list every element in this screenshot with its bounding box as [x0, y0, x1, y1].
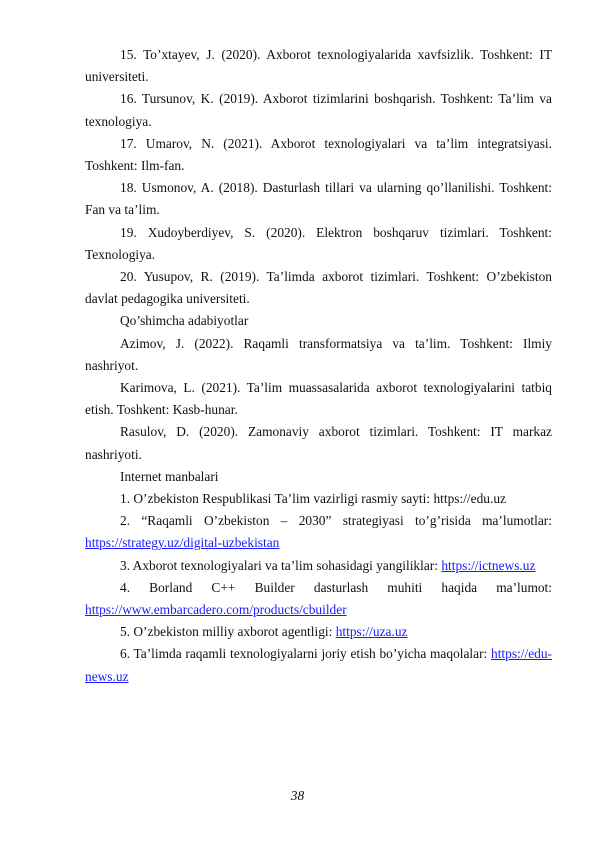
internet-source-1-text: 1. O’zbekiston Respublikasi Ta’lim vazirligi rasmiy sayti: https://edu.uz [120, 491, 506, 507]
internet-source-1 [85, 488, 552, 510]
reference-16: 16. Tursunov, K. (2019). Axborot tizimlarini boshqarish. Toshkent: Ta’lim va texnologiya. [85, 91, 552, 129]
reference-20: 20. Yusupov, R. (2019). Ta’limda axborot tizimlari. Toshkent: O’zbekiston davlat pedagogika universiteti. [85, 269, 552, 307]
internet-source-5 [85, 621, 552, 643]
extra-reference-rasulov: Rasulov, D. (2020). Zamonaviy axborot tizimlari. Toshkent: IT markaz nashriyoti. [85, 424, 552, 462]
reference-15: 15. To’xtayev, J. (2020). Axborot texnologiyalarida xavfsizlik. Toshkent: IT universiteti. [85, 47, 552, 85]
reference-19: 19. Xudoyberdiyev, S. (2020). Elektron boshqaruv tizimlari. Toshkent: Texnologiya. [85, 224, 552, 262]
internet-source-5-text: 5. O’zbekiston milliy axborot agentligi: [120, 624, 336, 640]
page-number: 38 [290, 788, 305, 803]
extra-literature-heading: Qo’shimcha adabiyotlar [120, 313, 249, 329]
internet-source-2-text: 2. “Raqamli O’zbekiston – 2030” strategiyasi to’g’risida ma’lumotlar: [120, 513, 552, 529]
internet-source-2 [85, 510, 552, 554]
extra-reference-azimov: Azimov, J. (2022). Raqamli transformatsiya va ta’lim. Toshkent: Ilmiy nashriyot. [85, 335, 552, 373]
internet-source-3 [85, 555, 552, 577]
ictnews-link[interactable]: https://ictnews.uz [441, 557, 536, 573]
strategy-link[interactable]: https://strategy.uz/digital-uzbekistan [85, 535, 280, 551]
internet-sources-heading: Internet manbalari [120, 468, 219, 484]
internet-source-4 [85, 577, 552, 621]
edu-news-link[interactable]: https://edu-news.uz [85, 646, 552, 684]
embarcadero-link[interactable]: https://www.embarcadero.com/products/cbuilder [85, 602, 347, 618]
document-body [85, 44, 552, 688]
extra-reference-karimova: Karimova, L. (2021). Ta’lim muassasalarida axborot texnologiyalarini tatbiq etish. Toshkent: Kasb-hunar. [85, 380, 552, 418]
uza-link[interactable]: https://uza.uz [335, 624, 408, 640]
internet-source-6-text: 6. Ta’limda raqamli texnologiyalarni joriy etish bo’yicha maqolalar: [120, 646, 491, 662]
internet-source-4-text: 4. Borland C++ Builder dasturlash muhiti haqida ma’lumot: [120, 579, 552, 595]
reference-18: 18. Usmonov, A. (2018). Dasturlash tillari va ularning qo’llanilishi. Toshkent: Fan va ta’lim. [85, 180, 552, 218]
internet-source-6 [85, 643, 552, 687]
reference-17: 17. Umarov, N. (2021). Axborot texnologiyalari va ta’lim integratsiyasi. Toshkent: Ilm-fan. [85, 135, 552, 174]
internet-source-3-text: 3. Axborot texnologiyalari va ta’lim sohasidagi yangiliklar: [120, 557, 442, 573]
